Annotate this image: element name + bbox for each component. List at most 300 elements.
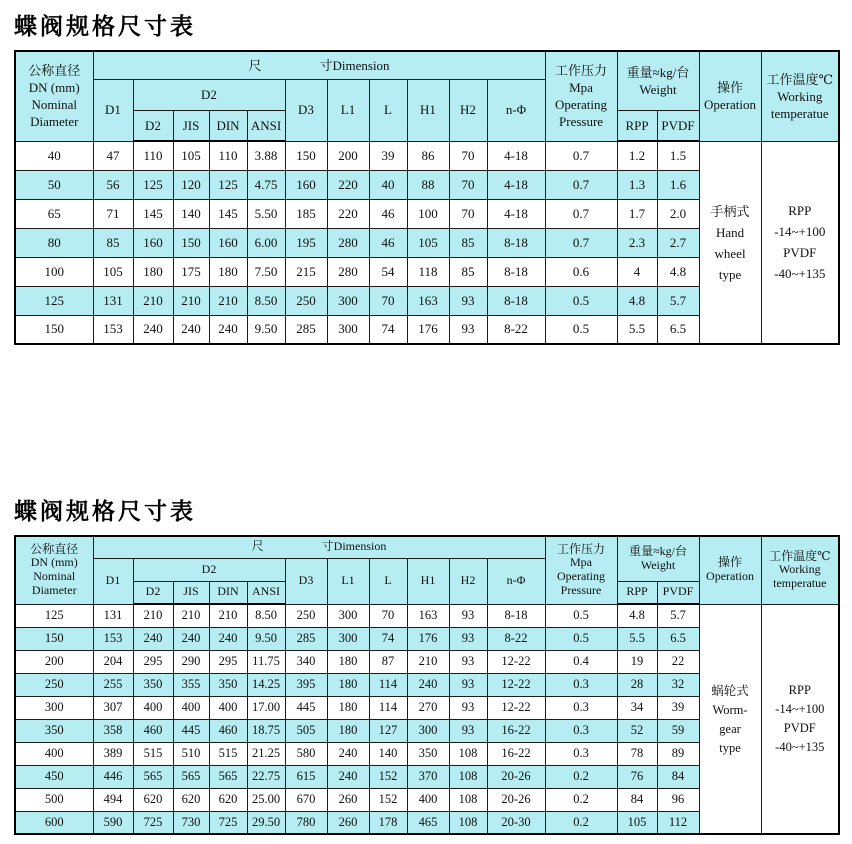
table-cell: 12-22	[487, 696, 545, 719]
table-cell: 125	[15, 286, 93, 315]
table-cell: 240	[327, 765, 369, 788]
table-cell: 150	[285, 141, 327, 170]
table-cell: 153	[93, 315, 133, 344]
table-cell: 112	[657, 811, 699, 834]
table-cell: 4-18	[487, 199, 545, 228]
col-operation-header: 操作 Operation	[699, 51, 761, 141]
table-cell: 180	[327, 696, 369, 719]
table-cell: 350	[15, 719, 93, 742]
table-cell: 450	[15, 765, 93, 788]
table-cell: 446	[93, 765, 133, 788]
table-cell: 150	[15, 627, 93, 650]
table-cell: 1.3	[617, 170, 657, 199]
table-cell: 600	[15, 811, 93, 834]
col-h2-header: H2	[449, 79, 487, 141]
table-cell: 47	[93, 141, 133, 170]
dimension-label-en: 寸Dimension	[319, 57, 390, 73]
section-handwheel	[14, 8, 838, 345]
col-d2-group-header: D2	[133, 558, 285, 581]
table-cell: 93	[449, 315, 487, 344]
col-jis-header: JIS	[173, 581, 209, 604]
table-row	[15, 604, 839, 627]
col-d2-group-header: D2	[133, 79, 285, 110]
table-cell: 108	[449, 765, 487, 788]
table-cell: 0.5	[545, 604, 617, 627]
table-cell: 160	[285, 170, 327, 199]
table-cell: 510	[173, 742, 209, 765]
spec-table-handwheel	[14, 50, 840, 345]
table-cell: 8-22	[487, 627, 545, 650]
col-nominal-diameter-header: 公称直径 DN (mm) Nominal Diameter	[15, 51, 93, 141]
table-cell: 5.50	[247, 199, 285, 228]
table-cell: 9.50	[247, 627, 285, 650]
table-cell: 93	[449, 627, 487, 650]
table-cell: 125	[15, 604, 93, 627]
table-cell: 395	[285, 673, 327, 696]
table-cell: 255	[93, 673, 133, 696]
table-cell: 74	[369, 315, 407, 344]
table-cell: 39	[369, 141, 407, 170]
col-l1-header: L1	[327, 558, 369, 604]
table-cell: 0.7	[545, 228, 617, 257]
table-cell: 725	[133, 811, 173, 834]
col-h2-header: H2	[449, 558, 487, 604]
dimension-label-cn: 尺	[251, 539, 264, 554]
table-cell: 22.75	[247, 765, 285, 788]
table-cell: 494	[93, 788, 133, 811]
table-cell: 210	[209, 604, 247, 627]
table-cell: 240	[209, 627, 247, 650]
table-cell: 108	[449, 788, 487, 811]
table-cell: 163	[407, 286, 449, 315]
table-cell: 180	[209, 257, 247, 286]
table-body	[15, 604, 839, 834]
table-cell: 152	[369, 788, 407, 811]
table-cell: 105	[93, 257, 133, 286]
table-cell: 16-22	[487, 742, 545, 765]
col-din-header: DIN	[209, 581, 247, 604]
table-cell: 176	[407, 627, 449, 650]
table-cell: 280	[327, 257, 369, 286]
table-cell: 110	[133, 141, 173, 170]
table-cell: 295	[133, 650, 173, 673]
col-ansi-header: ANSI	[247, 110, 285, 141]
table-cell: 4.8	[657, 257, 699, 286]
table-cell: 389	[93, 742, 133, 765]
table-cell: 20-26	[487, 765, 545, 788]
table-cell: 250	[15, 673, 93, 696]
table-cell: 40	[15, 141, 93, 170]
table-row	[15, 141, 839, 170]
table-cell: 620	[209, 788, 247, 811]
col-din-header: DIN	[209, 110, 247, 141]
table-cell: 65	[15, 199, 93, 228]
table-cell: 260	[327, 788, 369, 811]
table-cell: 105	[173, 141, 209, 170]
table-cell: 210	[209, 286, 247, 315]
table-cell: 400	[407, 788, 449, 811]
table-cell: 210	[133, 286, 173, 315]
table-cell: 100	[15, 257, 93, 286]
table-cell: 93	[449, 696, 487, 719]
col-d3-header: D3	[285, 79, 327, 141]
table-cell: 445	[173, 719, 209, 742]
table-cell: 46	[369, 228, 407, 257]
table-body	[15, 141, 839, 344]
table-cell: 0.5	[545, 627, 617, 650]
col-d2-header: D2	[133, 110, 173, 141]
table-cell: 355	[173, 673, 209, 696]
table-cell: 93	[449, 604, 487, 627]
col-weight-group-header: 重量≈kg/台 Weight	[617, 536, 699, 581]
table-cell: 2.7	[657, 228, 699, 257]
table-cell: 290	[173, 650, 209, 673]
table-cell: 350	[133, 673, 173, 696]
table-title: 蝶阀规格尺寸表	[14, 14, 196, 39]
table-cell: 150	[15, 315, 93, 344]
table-cell: 200	[15, 650, 93, 673]
table-cell: 70	[369, 604, 407, 627]
table-cell: 250	[285, 286, 327, 315]
table-cell: 114	[369, 696, 407, 719]
table-cell: 20-26	[487, 788, 545, 811]
table-cell: 195	[285, 228, 327, 257]
table-cell: 12-22	[487, 673, 545, 696]
col-nominal-diameter-header: 公称直径 DN (mm) Nominal Diameter	[15, 536, 93, 604]
table-cell: 460	[133, 719, 173, 742]
table-cell: 295	[209, 650, 247, 673]
table-cell: 400	[209, 696, 247, 719]
col-d2-header: D2	[133, 581, 173, 604]
col-l1-header: L1	[327, 79, 369, 141]
table-cell: 565	[209, 765, 247, 788]
table-cell: 86	[407, 141, 449, 170]
table-cell: 565	[133, 765, 173, 788]
table-cell: 0.3	[545, 696, 617, 719]
table-cell: 0.6	[545, 257, 617, 286]
table-cell: 0.5	[545, 315, 617, 344]
table-cell: 180	[327, 650, 369, 673]
table-cell: 1.6	[657, 170, 699, 199]
table-cell: 6.5	[657, 627, 699, 650]
table-cell: 358	[93, 719, 133, 742]
table-cell: 400	[173, 696, 209, 719]
table-cell: 25.00	[247, 788, 285, 811]
table-cell: 4-18	[487, 141, 545, 170]
col-h1-header: H1	[407, 558, 449, 604]
table-cell: 350	[209, 673, 247, 696]
table-cell: 0.7	[545, 170, 617, 199]
table-cell: 84	[617, 788, 657, 811]
table-cell: 5.7	[657, 286, 699, 315]
operation-type-cell: 手柄式 Hand wheel type	[699, 141, 761, 344]
table-cell: 105	[617, 811, 657, 834]
table-cell: 54	[369, 257, 407, 286]
table-cell: 46	[369, 199, 407, 228]
table-cell: 240	[173, 315, 209, 344]
table-cell: 250	[285, 604, 327, 627]
table-cell: 180	[133, 257, 173, 286]
table-cell: 78	[617, 742, 657, 765]
table-cell: 780	[285, 811, 327, 834]
table-cell: 204	[93, 650, 133, 673]
table-cell: 220	[327, 170, 369, 199]
table-cell: 93	[449, 650, 487, 673]
table-cell: 160	[133, 228, 173, 257]
table-cell: 2.3	[617, 228, 657, 257]
col-h1-header: H1	[407, 79, 449, 141]
table-cell: 152	[369, 765, 407, 788]
table-cell: 59	[657, 719, 699, 742]
table-cell: 16-22	[487, 719, 545, 742]
table-cell: 285	[285, 627, 327, 650]
table-cell: 85	[93, 228, 133, 257]
table-cell: 5.5	[617, 627, 657, 650]
table-cell: 8-18	[487, 228, 545, 257]
table-cell: 210	[133, 604, 173, 627]
table-cell: 240	[209, 315, 247, 344]
table-cell: 1.7	[617, 199, 657, 228]
table-cell: 11.75	[247, 650, 285, 673]
table-cell: 178	[369, 811, 407, 834]
table-cell: 400	[15, 742, 93, 765]
table-cell: 17.00	[247, 696, 285, 719]
table-cell: 300	[407, 719, 449, 742]
col-weight-group-header: 重量≈kg/台 Weight	[617, 51, 699, 110]
table-cell: 74	[369, 627, 407, 650]
table-cell: 105	[407, 228, 449, 257]
table-cell: 8-18	[487, 604, 545, 627]
col-l-header: L	[369, 558, 407, 604]
table-cell: 370	[407, 765, 449, 788]
working-temperature-cell: RPP -14~+100 PVDF -40~+135	[761, 141, 839, 344]
table-cell: 8.50	[247, 604, 285, 627]
table-cell: 70	[449, 170, 487, 199]
table-cell: 70	[449, 141, 487, 170]
col-d1-header: D1	[93, 79, 133, 141]
table-cell: 88	[407, 170, 449, 199]
table-cell: 300	[327, 315, 369, 344]
table-cell: 307	[93, 696, 133, 719]
table-cell: 4-18	[487, 170, 545, 199]
table-cell: 725	[209, 811, 247, 834]
table-cell: 505	[285, 719, 327, 742]
table-cell: 9.50	[247, 315, 285, 344]
table-cell: 350	[407, 742, 449, 765]
dimension-label-en: 寸Dimension	[321, 539, 387, 554]
table-cell: 185	[285, 199, 327, 228]
table-cell: 93	[449, 673, 487, 696]
table-cell: 8-22	[487, 315, 545, 344]
table-cell: 220	[327, 199, 369, 228]
table-cell: 5.7	[657, 604, 699, 627]
table-cell: 180	[327, 673, 369, 696]
table-cell: 145	[209, 199, 247, 228]
table-cell: 18.75	[247, 719, 285, 742]
col-d3-header: D3	[285, 558, 327, 604]
table-cell: 118	[407, 257, 449, 286]
table-cell: 0.4	[545, 650, 617, 673]
table-cell: 565	[173, 765, 209, 788]
table-cell: 240	[327, 742, 369, 765]
table-cell: 240	[133, 627, 173, 650]
table-cell: 89	[657, 742, 699, 765]
table-cell: 8-18	[487, 257, 545, 286]
table-cell: 145	[133, 199, 173, 228]
dimension-label-cn: 尺	[248, 57, 262, 73]
col-l-header: L	[369, 79, 407, 141]
dimension-group-header	[93, 51, 545, 79]
table-cell: 500	[15, 788, 93, 811]
table-cell: 76	[617, 765, 657, 788]
table-cell: 4.8	[617, 286, 657, 315]
table-cell: 52	[617, 719, 657, 742]
table-cell: 2.0	[657, 199, 699, 228]
table-cell: 34	[617, 696, 657, 719]
table-cell: 445	[285, 696, 327, 719]
table-cell: 620	[173, 788, 209, 811]
table-cell: 0.3	[545, 719, 617, 742]
table-cell: 1.2	[617, 141, 657, 170]
operation-type-cell: 蜗轮式 Worm- gear type	[699, 604, 761, 834]
table-cell: 590	[93, 811, 133, 834]
table-cell: 0.2	[545, 788, 617, 811]
table-cell: 215	[285, 257, 327, 286]
table-cell: 150	[173, 228, 209, 257]
table-cell: 465	[407, 811, 449, 834]
table-cell: 125	[209, 170, 247, 199]
table-cell: 260	[327, 811, 369, 834]
table-cell: 22	[657, 650, 699, 673]
table-cell: 176	[407, 315, 449, 344]
table-cell: 4.75	[247, 170, 285, 199]
table-cell: 0.2	[545, 811, 617, 834]
table-cell: 140	[369, 742, 407, 765]
table-cell: 300	[327, 627, 369, 650]
table-cell: 131	[93, 286, 133, 315]
table-cell: 1.5	[657, 141, 699, 170]
table-cell: 160	[209, 228, 247, 257]
table-cell: 85	[449, 228, 487, 257]
table-cell: 0.3	[545, 742, 617, 765]
table-cell: 210	[173, 286, 209, 315]
table-cell: 340	[285, 650, 327, 673]
table-cell: 0.7	[545, 199, 617, 228]
table-header	[15, 51, 839, 141]
table-cell: 240	[133, 315, 173, 344]
table-cell: 12-22	[487, 650, 545, 673]
table-cell: 110	[209, 141, 247, 170]
working-temperature-cell: RPP -14~+100 PVDF -40~+135	[761, 604, 839, 834]
table-cell: 400	[133, 696, 173, 719]
table-cell: 7.50	[247, 257, 285, 286]
table-cell: 210	[173, 604, 209, 627]
table-cell: 0.2	[545, 765, 617, 788]
table-cell: 70	[369, 286, 407, 315]
table-cell: 8-18	[487, 286, 545, 315]
table-cell: 615	[285, 765, 327, 788]
table-cell: 3.88	[247, 141, 285, 170]
table-cell: 515	[133, 742, 173, 765]
table-cell: 114	[369, 673, 407, 696]
table-cell: 96	[657, 788, 699, 811]
table-cell: 270	[407, 696, 449, 719]
table-cell: 14.25	[247, 673, 285, 696]
table-cell: 4.8	[617, 604, 657, 627]
table-cell: 0.7	[545, 141, 617, 170]
col-pressure-header: 工作压力 Mpa Operating Pressure	[545, 536, 617, 604]
table-cell: 87	[369, 650, 407, 673]
col-jis-header: JIS	[173, 110, 209, 141]
col-rpp-header: RPP	[617, 110, 657, 141]
table-title: 蝶阀规格尺寸表	[14, 499, 196, 524]
table-cell: 93	[449, 286, 487, 315]
table-cell: 84	[657, 765, 699, 788]
table-cell: 180	[327, 719, 369, 742]
col-temperature-header: 工作温度℃ Working temperatue	[761, 536, 839, 604]
table-cell: 620	[133, 788, 173, 811]
table-cell: 70	[449, 199, 487, 228]
col-pvdf-header: PVDF	[657, 110, 699, 141]
table-cell: 56	[93, 170, 133, 199]
table-cell: 515	[209, 742, 247, 765]
col-operation-header: 操作 Operation	[699, 536, 761, 604]
table-cell: 6.00	[247, 228, 285, 257]
table-cell: 50	[15, 170, 93, 199]
table-cell: 300	[327, 286, 369, 315]
dimension-group-header	[93, 536, 545, 558]
col-rpp-header: RPP	[617, 581, 657, 604]
table-cell: 6.5	[657, 315, 699, 344]
table-cell: 670	[285, 788, 327, 811]
col-nphi-header: n-Φ	[487, 79, 545, 141]
table-cell: 0.3	[545, 673, 617, 696]
table-cell: 85	[449, 257, 487, 286]
table-cell: 5.5	[617, 315, 657, 344]
table-cell: 80	[15, 228, 93, 257]
table-cell: 0.5	[545, 286, 617, 315]
section-wormgear	[14, 493, 838, 835]
table-cell: 210	[407, 650, 449, 673]
table-cell: 4	[617, 257, 657, 286]
table-cell: 8.50	[247, 286, 285, 315]
col-nphi-header: n-Φ	[487, 558, 545, 604]
table-cell: 163	[407, 604, 449, 627]
table-cell: 40	[369, 170, 407, 199]
table-cell: 300	[327, 604, 369, 627]
table-cell: 19	[617, 650, 657, 673]
table-cell: 32	[657, 673, 699, 696]
table-cell: 153	[93, 627, 133, 650]
table-cell: 120	[173, 170, 209, 199]
table-cell: 108	[449, 811, 487, 834]
col-d1-header: D1	[93, 558, 133, 604]
table-cell: 730	[173, 811, 209, 834]
table-cell: 71	[93, 199, 133, 228]
table-cell: 300	[15, 696, 93, 719]
table-cell: 93	[449, 719, 487, 742]
table-cell: 280	[327, 228, 369, 257]
table-cell: 20-30	[487, 811, 545, 834]
table-cell: 240	[407, 673, 449, 696]
table-cell: 39	[657, 696, 699, 719]
col-pvdf-header: PVDF	[657, 581, 699, 604]
table-cell: 127	[369, 719, 407, 742]
table-cell: 175	[173, 257, 209, 286]
col-temperature-header: 工作温度℃ Working temperatue	[761, 51, 839, 141]
table-cell: 100	[407, 199, 449, 228]
table-cell: 140	[173, 199, 209, 228]
